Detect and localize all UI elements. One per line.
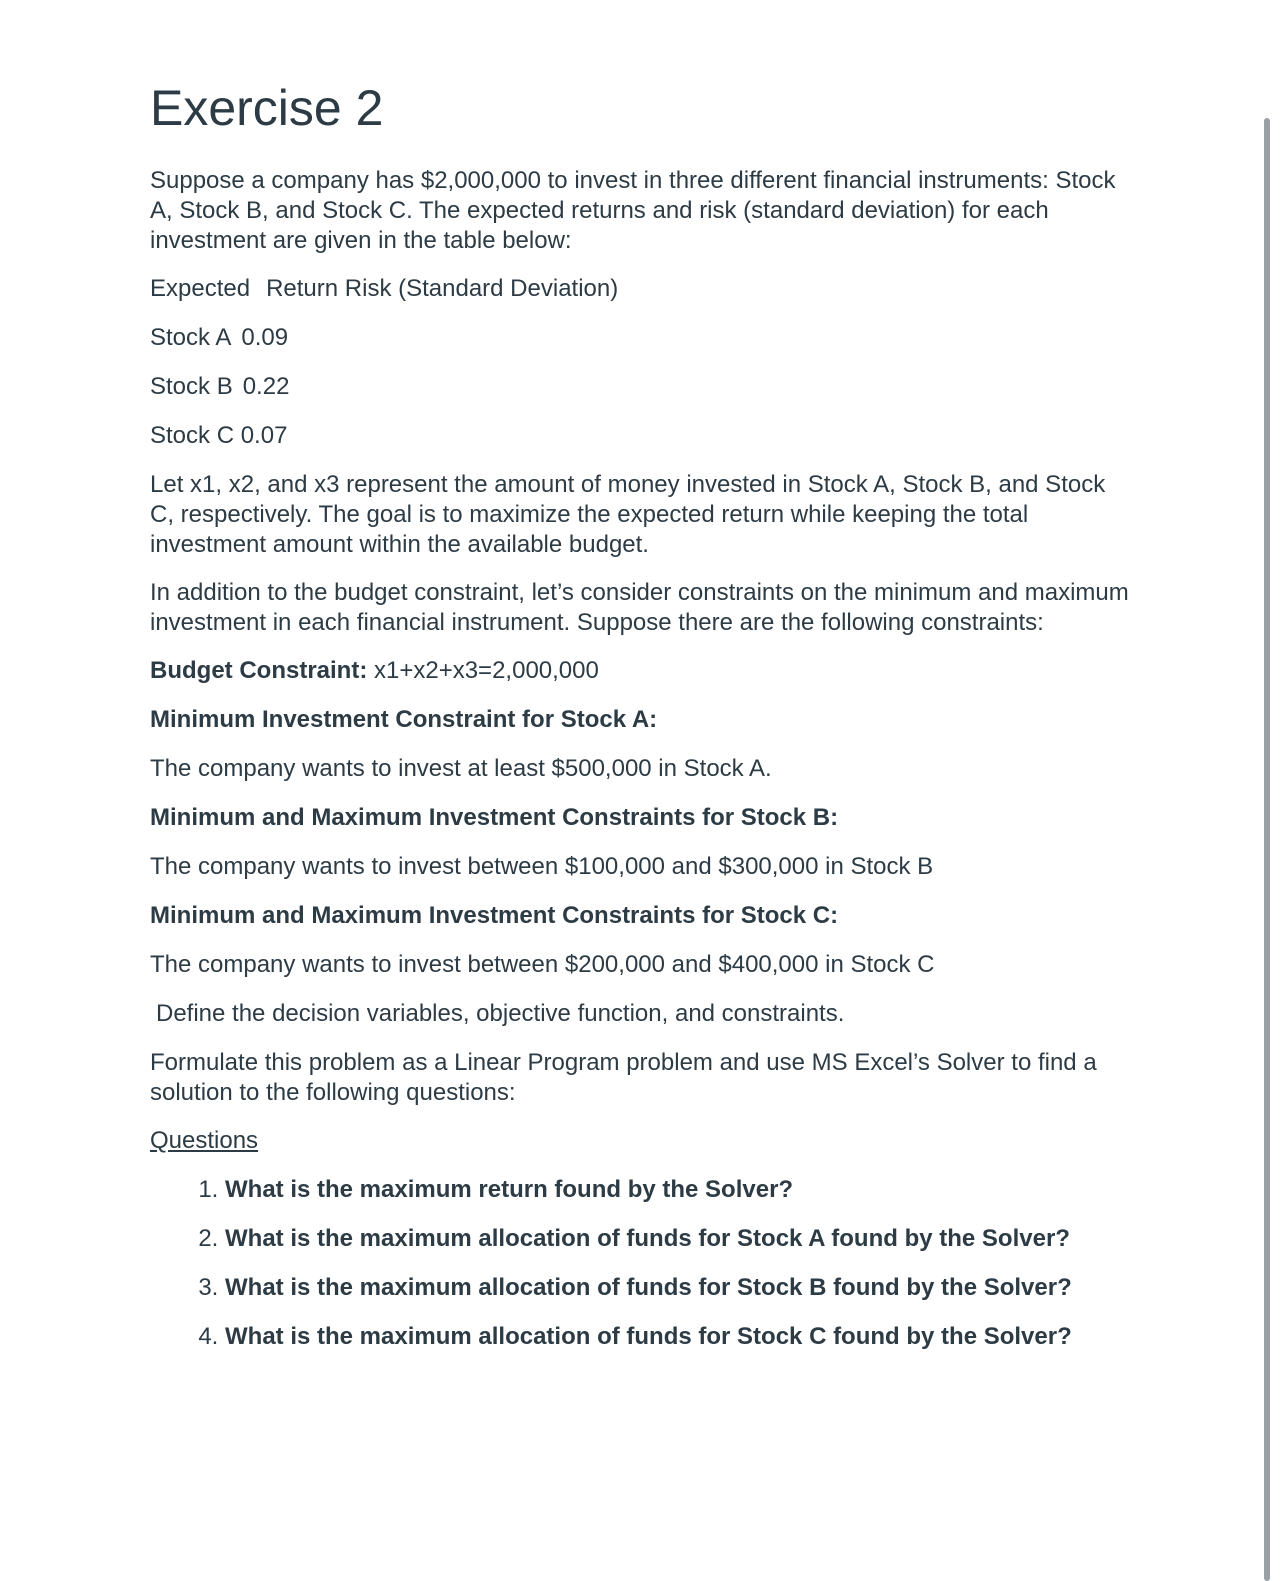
- exercise-content: [150, 78, 1130, 1371]
- table-header-expected: Expected: [150, 275, 251, 302]
- question-item: 4. What is the maximum allocation of funds for Stock C found by the Solver?: [225, 1322, 1130, 1352]
- table-row: [150, 323, 1130, 353]
- formulate-paragraph: Formulate this problem as a Linear Program problem and use MS Excel’s Solver to find a solution to the following questions:: [150, 1049, 1097, 1106]
- define-paragraph: Define the decision variables, objective function, and constraints.: [156, 1000, 845, 1027]
- table-header-return-risk: Return Risk (Standard Deviation): [266, 275, 619, 302]
- table-row-value: 0.07: [240, 422, 288, 449]
- constraints-intro-paragraph: In addition to the budget constraint, let’s consider constraints on the minimum and maximum investment in each financial instrument. Suppose there are the following constraints:: [150, 579, 1129, 636]
- table-row-name: Stock C: [150, 422, 235, 449]
- question-item: 3. What is the maximum allocation of funds for Stock B found by the Solver?: [225, 1273, 1130, 1303]
- table-row-value: 0.22: [242, 373, 290, 400]
- intro-paragraph: Suppose a company has $2,000,000 to invest in three different financial instruments: Stock A, Stock B, and Stock C. The expected returns and risk (standard deviation) for each investment are given in the table below:: [150, 167, 1116, 254]
- table-row-name: Stock A: [150, 324, 232, 351]
- stock-b-text: The company wants to invest between $100,000 and $300,000 in Stock B: [150, 853, 934, 880]
- stock-a-heading: Minimum Investment Constraint for Stock A:: [150, 706, 658, 733]
- stock-a-text: The company wants to invest at least $500,000 in Stock A.: [150, 755, 772, 782]
- budget-constraint-label: Budget Constraint:: [150, 657, 368, 684]
- page-title: Exercise 2: [150, 80, 384, 136]
- table-row: [150, 372, 1130, 402]
- questions-heading: Questions: [150, 1127, 259, 1154]
- question-item: 1. What is the maximum return found by the Solver?: [225, 1175, 1130, 1205]
- table-row-name: Stock B: [150, 373, 233, 400]
- budget-constraint: [150, 656, 1130, 686]
- stock-b-heading: Minimum and Maximum Investment Constraints for Stock B:: [150, 804, 839, 831]
- question-item: 2. What is the maximum allocation of funds for Stock A found by the Solver?: [225, 1224, 1130, 1254]
- questions-list: [150, 1175, 1130, 1352]
- vertical-scrollbar[interactable]: [1264, 118, 1270, 1581]
- stock-c-heading: Minimum and Maximum Investment Constraints for Stock C:: [150, 902, 839, 929]
- table-row-value: 0.09: [241, 324, 289, 351]
- budget-constraint-formula: x1+x2+x3=2,000,000: [373, 657, 599, 684]
- stock-c-text: The company wants to invest between $200,000 and $400,000 in Stock C: [150, 951, 935, 978]
- table-row: [150, 421, 1130, 451]
- variables-paragraph: Let x1, x2, and x3 represent the amount of money invested in Stock A, Stock B, and Stock C, respectively. The goal is to maximize the expected return while keeping the total investment amount within the available budget.: [150, 471, 1106, 558]
- table-header: [150, 274, 1130, 304]
